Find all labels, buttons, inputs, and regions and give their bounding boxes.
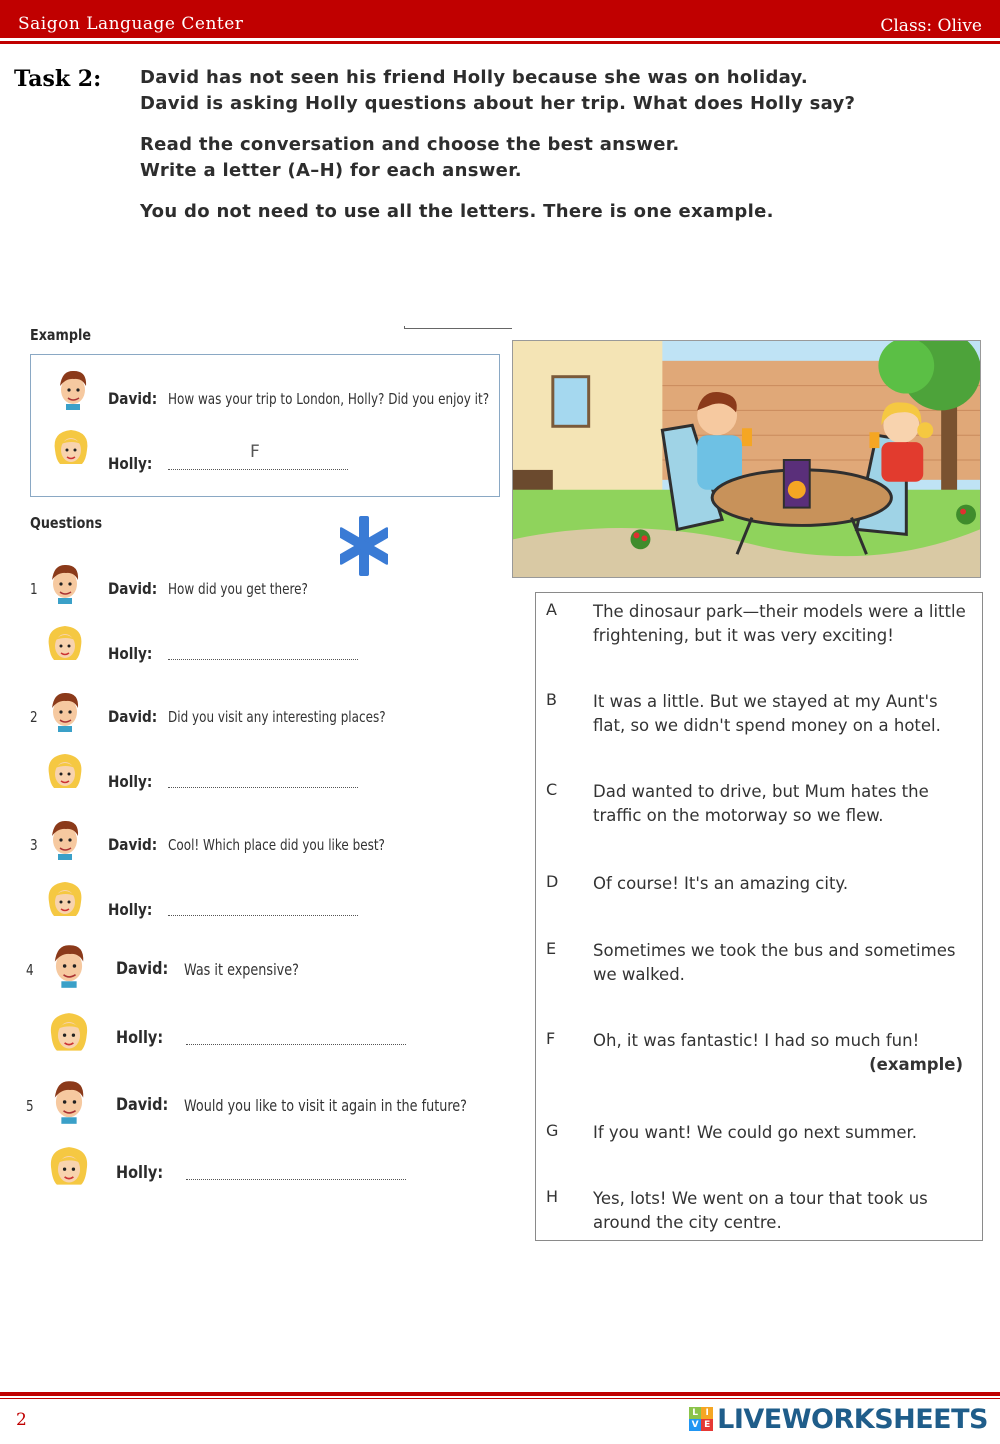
questions-title: Questions [30,514,103,532]
footer-rule [0,1392,1000,1396]
example-tag: (example) [869,1055,963,1074]
holly-label: Holly: [116,1028,164,1048]
david-avatar-icon [48,942,90,990]
page-header [0,0,1000,38]
answer-blank-2[interactable] [168,787,358,788]
david-avatar-icon [46,562,84,606]
david-avatar-icon [54,368,92,412]
example-title: Example [30,326,91,344]
david-label: David: [116,959,169,979]
option-text: The dinosaur park—their models were a little frightening, but it was very exciting! [593,602,966,645]
option-letter: D [546,872,559,891]
david-avatar-icon [46,690,84,734]
class-label: Class: Olive [880,16,982,36]
task-intro [140,65,855,117]
option-letter: F [546,1029,556,1048]
logo-letter: V [689,1419,701,1431]
holly-avatar-icon [52,426,90,470]
answer-options-box [535,592,983,1241]
holly-avatar-icon [46,622,84,666]
holly-label: Holly: [116,1163,164,1183]
david-label: David: [108,835,158,854]
option-text: If you want! We could go next summer. [593,1123,918,1142]
task-note: You do not need to use all the letters. There is one example. [140,201,774,222]
option-text: It was a little. But we stayed at my Aunt's flat, so we didn't spend money on a hotel. [593,692,941,735]
answer-blank-5[interactable] [186,1179,406,1180]
option-letter: H [546,1187,559,1206]
david-question: How did you get there? [168,580,308,598]
david-label: David: [108,707,158,726]
task-read-line2: Write a letter (A–H) for each answer. [140,160,522,181]
question-number: 5 [26,1097,34,1115]
holly-label: Holly: [108,772,153,791]
garden-scene-picture [512,340,981,578]
answer-blank-1[interactable] [168,659,358,660]
liveworksheets-brand[interactable] [689,1402,988,1436]
david-label: David: [116,1095,169,1115]
david-question: Cool! Which place did you like best? [168,836,385,854]
option-letter: E [546,939,557,958]
example-david-label: David: [108,389,158,408]
header-rule [0,41,1000,44]
school-name: Saigon Language Center [18,14,244,34]
option-text: Of course! It's an amazing city. [593,874,849,893]
holly-avatar-icon [46,878,84,922]
option-text: Yes, lots! We went on a tour that took us around the city centre. [593,1189,928,1232]
logo-letter: E [701,1419,713,1431]
question-number: 2 [30,708,38,726]
example-david-line: How was your trip to London, Holly? Did you enjoy it? [168,390,490,408]
task-read-line1: Read the conversation and choose the best answer. [140,134,680,155]
option-letter: C [546,780,558,799]
option-text-f: Oh, it was fantastic! I had so much fun! [593,1031,920,1050]
holly-label: Holly: [108,900,153,919]
example-answer-line [168,469,348,470]
asterisk-icon [340,512,388,580]
example-holly-label: Holly: [108,454,153,473]
holly-avatar-icon [48,1142,90,1192]
option-text: Dad wanted to drive, but Mum hates the traffic on the motorway so we flew. [593,782,929,825]
david-avatar-icon [46,818,84,862]
task-intro-line1: David has not seen his friend Holly because she was on holiday. [140,67,809,88]
holly-label: Holly: [108,644,153,663]
task-directions [140,132,679,184]
example-box [30,354,500,497]
example-answer: F [250,442,260,462]
david-avatar-icon [48,1078,90,1126]
footer-rule-thin [0,1398,1000,1399]
david-question: Did you visit any interesting places? [168,708,386,726]
liveworksheets-logo-icon [689,1407,713,1431]
answer-blank-3[interactable] [168,915,358,916]
divider [404,326,512,329]
holly-avatar-icon [46,750,84,794]
david-question: Was it expensive? [184,960,299,979]
holly-avatar-icon [48,1008,90,1058]
david-label: David: [108,579,158,598]
question-number: 1 [30,580,38,598]
question-number: 4 [26,961,34,979]
david-question: Would you like to visit it again in the future? [184,1096,467,1115]
logo-letter: I [701,1407,713,1419]
question-number: 3 [30,836,38,854]
option-letter: A [546,600,557,619]
answer-blank-4[interactable] [186,1044,406,1045]
task-intro-line2: David is asking Holly questions about her trip. What does Holly say? [140,93,856,114]
option-text [593,1029,973,1077]
option-text: Sometimes we took the bus and sometimes we walked. [593,941,956,984]
option-letter: G [546,1121,559,1140]
brand-name: LIVEWORKSHEETS [717,1403,988,1435]
task-label: Task 2: [14,66,102,92]
option-letter: B [546,690,557,709]
page-number: 2 [16,1410,27,1430]
logo-letter: L [689,1407,701,1419]
